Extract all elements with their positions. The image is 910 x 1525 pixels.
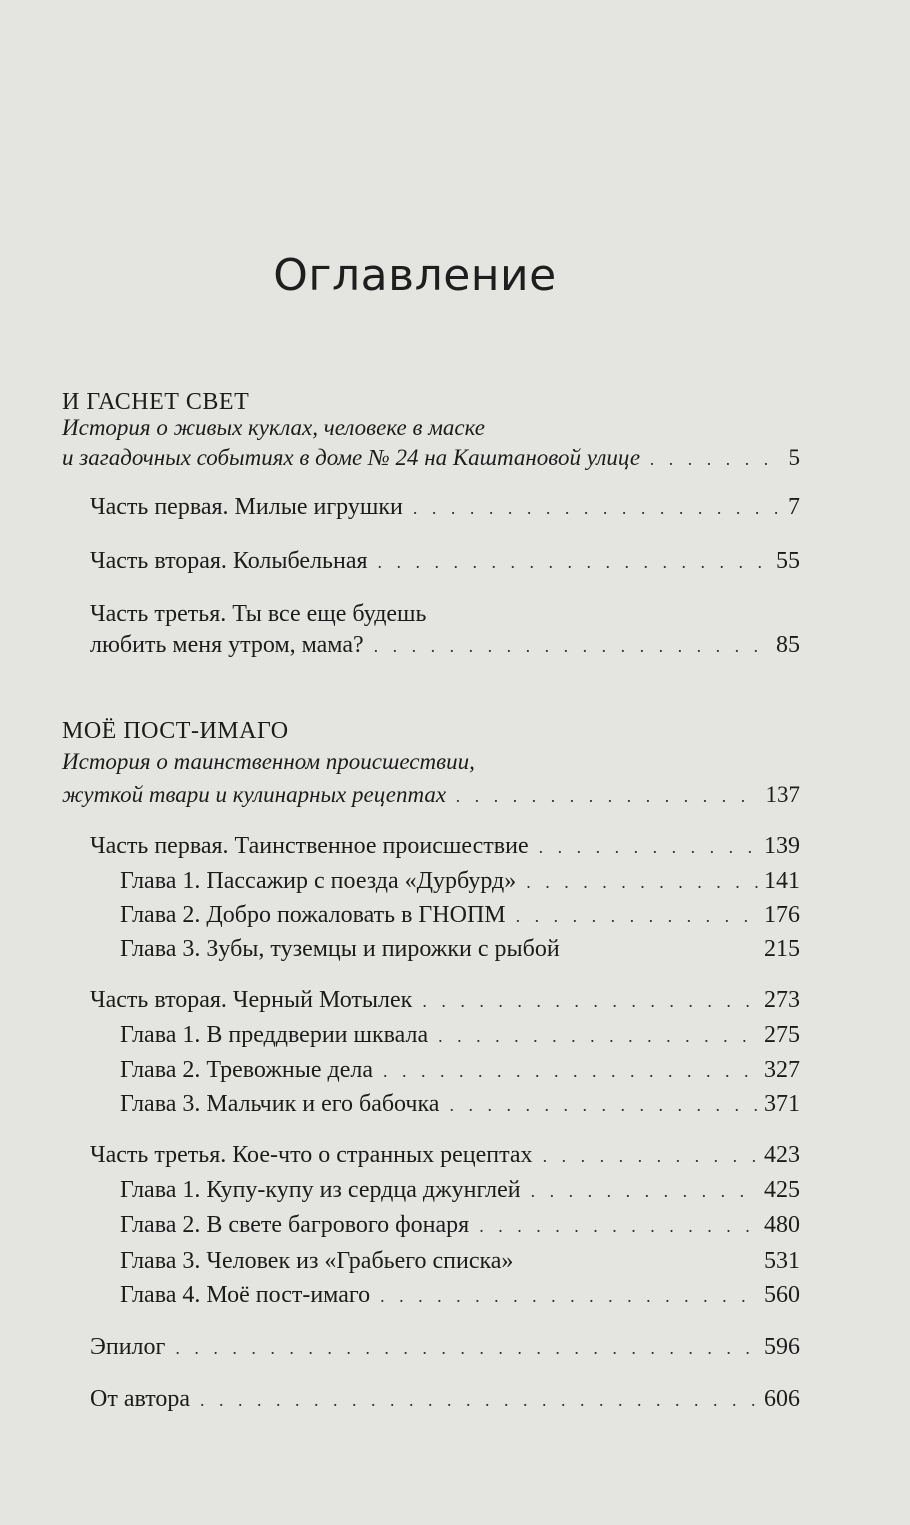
toc-entry	[90, 630, 800, 661]
page-number: 560	[764, 1282, 800, 1308]
toc-entry	[90, 492, 800, 523]
entry-label-line1: Часть третья. Ты все еще будешь	[90, 601, 427, 627]
section-lead-line1: История о живых куклах, человеке в маске	[62, 415, 486, 440]
section-heading: МОЁ ПОСТ-ИМАГО	[62, 718, 289, 744]
entry-label: и загадочных событиях в доме № 24 на Каштановой улице	[62, 445, 641, 470]
page-number: 139	[764, 833, 800, 859]
toc-entry	[120, 900, 800, 931]
entry-label: Часть вторая. Колыбельная	[90, 548, 368, 574]
entry-label: Глава 3. Зубы, туземцы и пирожки с рыбой	[120, 936, 560, 962]
leader-dots	[378, 547, 770, 577]
leader-dots	[531, 1176, 758, 1206]
page-number: 606	[764, 1386, 800, 1412]
entry-label: Глава 2. В свете багрового фонаря	[120, 1212, 470, 1238]
entry-label: Часть первая. Милые игрушки	[90, 494, 403, 520]
toc-entry	[90, 546, 800, 577]
leader-dots	[422, 986, 758, 1016]
entry-label: Глава 2. Добро пожаловать в ГНОПМ	[120, 902, 506, 928]
leader-dots	[449, 1090, 758, 1120]
toc-entry	[120, 1020, 800, 1051]
toc-entry	[120, 1246, 800, 1277]
entry-label: Часть третья. Кое-что о странных рецептах	[90, 1142, 533, 1168]
entry-label: Эпилог	[90, 1334, 166, 1360]
entry-label: Глава 1. В преддверии шквала	[120, 1022, 429, 1048]
toc-entry	[90, 831, 800, 862]
leader-dots	[543, 1141, 758, 1171]
leader-dots	[200, 1385, 758, 1415]
entry-label: Глава 1. Купу-купу из сердца джунглей	[120, 1177, 521, 1203]
entry-label: Часть вторая. Черный Мотылек	[90, 987, 413, 1013]
toc-entry	[90, 985, 800, 1016]
entry-label: Часть первая. Таинственное происшествие	[90, 833, 529, 859]
leader-dots	[413, 493, 782, 523]
toc-entry	[62, 780, 800, 811]
page-number: 215	[764, 936, 800, 962]
leader-dots	[456, 781, 759, 811]
page-title: Оглавление	[273, 250, 557, 301]
leader-dots	[526, 867, 758, 897]
page-number: 327	[764, 1057, 800, 1083]
section-heading: И ГАСНЕТ СВЕТ	[62, 389, 250, 415]
toc-entry	[120, 1280, 800, 1311]
page-number: 273	[764, 987, 800, 1013]
entry-label: любить меня утром, мама?	[90, 632, 364, 658]
toc-entry	[120, 866, 800, 897]
toc-entry	[90, 1332, 800, 1363]
toc-entry	[90, 1384, 800, 1415]
page-number: 176	[764, 902, 800, 928]
toc-entry	[120, 1055, 800, 1086]
toc-entry	[120, 1089, 800, 1120]
leader-dots	[374, 631, 770, 661]
page-number: 5	[788, 445, 800, 470]
entry-label: Глава 1. Пассажир с поезда «Дурбурд»	[120, 868, 517, 894]
leader-dots	[650, 444, 782, 474]
toc-entry	[120, 934, 800, 965]
toc-entry	[62, 443, 800, 474]
entry-label: От автора	[90, 1386, 191, 1412]
page-number: 55	[776, 548, 800, 574]
page-number: 141	[764, 868, 800, 894]
leader-dots	[516, 901, 758, 931]
toc-entry	[90, 1140, 800, 1171]
entry-label: Глава 2. Тревожные дела	[120, 1057, 374, 1083]
leader-dots	[539, 832, 758, 862]
leader-dots	[383, 1056, 758, 1086]
page-number: 7	[788, 494, 800, 520]
toc-entry	[120, 1175, 800, 1206]
page-number: 480	[764, 1212, 800, 1238]
leader-dots	[380, 1281, 758, 1311]
entry-label: Глава 3. Мальчик и его бабочка	[120, 1091, 440, 1117]
entry-label: Глава 4. Моё пост-имаго	[120, 1282, 371, 1308]
page-number: 137	[765, 782, 800, 807]
page-number: 425	[764, 1177, 800, 1203]
page-number: 596	[764, 1334, 800, 1360]
page-number: 275	[764, 1022, 800, 1048]
toc-entry	[120, 1210, 800, 1241]
page-number: 531	[764, 1248, 800, 1274]
page-number: 423	[764, 1142, 800, 1168]
entry-label: жуткой твари и кулинарных рецептах	[62, 782, 447, 807]
page-number: 85	[776, 632, 800, 658]
page-number: 371	[764, 1091, 800, 1117]
leader-dots	[479, 1211, 758, 1241]
entry-label: Глава 3. Человек из «Грабьего списка»	[120, 1248, 514, 1274]
leader-dots	[175, 1333, 758, 1363]
section-lead-line1: История о таинственном происшествии,	[62, 749, 475, 774]
leader-dots	[438, 1021, 758, 1051]
